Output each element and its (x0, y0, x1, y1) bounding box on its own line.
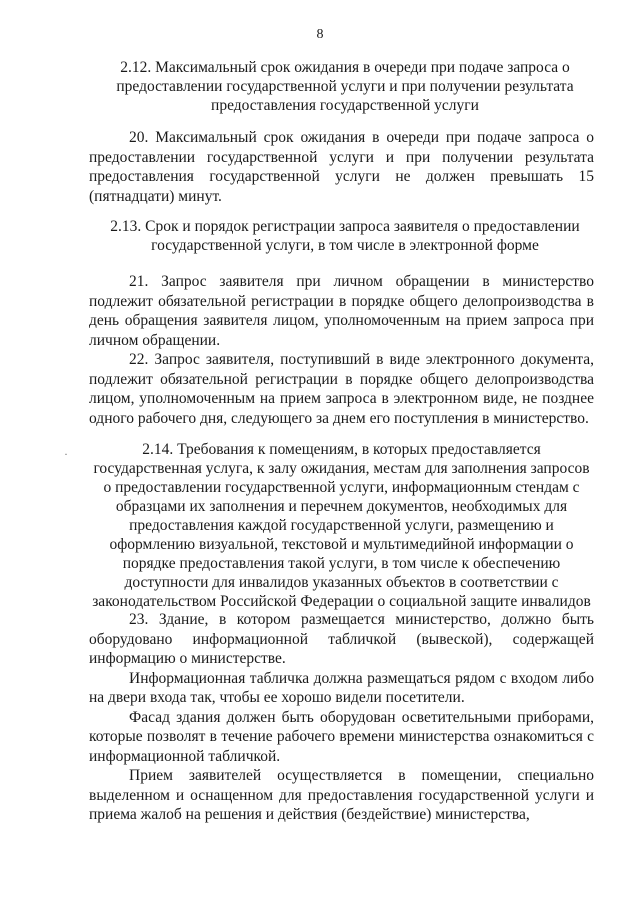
page-number: 8 (316, 27, 324, 42)
paragraph-23: 23. Здание, в котором размещается министерство, должно быть оборудовано информационной табличкой (вывеской), содержащей информацию о министерстве. (89, 611, 594, 667)
paragraph-22: 22. Запрос заявителя, поступивший в виде электронного документа, подлежит обязательной регистрации в порядке общего делопроизводства лицом, уполномоченным на прием запроса в электронном виде, не позднее одного рабочего дня, следующего за днем его поступления в министерство. (89, 351, 594, 427)
margin-mark: · (64, 447, 68, 461)
paragraph-20: 20. Максимальный срок ожидания в очереди при подаче запроса о предоставлении государственной услуги и при получении результата предоставления государственной услуги не должен превышать 15 (пятнадцати) минут. (89, 129, 594, 205)
section-body-2-14 (89, 610, 594, 825)
paragraph-facade-lighting: Фасад здания должен быть оборудован осветительными приборами, которые позволят в течение рабочего времени министерства ознакомиться с информационной табличкой. (89, 708, 594, 765)
section-heading-2-12: 2.12. Максимальный срок ожидания в очереди при подаче запроса о предоставлении государственной услуги и при получении результата предоставления государственной услуги (116, 59, 574, 114)
paragraph-sign-placement: Информационная табличка должна размещаться рядом с входом либо на двери входа так, чтобы ее хорошо видели посетители. (89, 669, 594, 706)
paragraph-reception-room: Прием заявителей осуществляется в помещении, специально выделенном и оснащенном для предоставления государственной услуги и приема жалоб на решения и действия (бездействие) министерства, (89, 767, 594, 823)
paragraph-21: 21. Запрос заявителя при личном обращении в министерство подлежит обязательной регистрации в порядке общего делопроизводства в день обращения заявителя лицом, уполномоченным на прием запроса при личном обращении. (89, 273, 594, 349)
section-body-2-12 (89, 128, 594, 206)
section-heading-2-13: 2.13. Срок и порядок регистрации запроса заявителя о предоставлении государственной услуги, в том числе в электронной форме (110, 218, 580, 254)
section-body-2-13 (89, 272, 594, 428)
section-heading-2-14: 2.14. Требования к помещениям, в которых предоставляется государственная услуга, к залу ожидания, местам для заполнения запросов о предоставлении государственной услуги, информационным стендам с образцами их заполнения и перечнем документов, необходимых для предоставления каждой государственной услуги, размещению и оформлению визуальной, текстовой и мультимедийной информации о порядке предоставления такой услуги, в том числе к обеспечению доступности для инвалидов указанных объектов в соответствии с законодательством Российской Федерации о социальной защите инвалидов (92, 441, 591, 610)
